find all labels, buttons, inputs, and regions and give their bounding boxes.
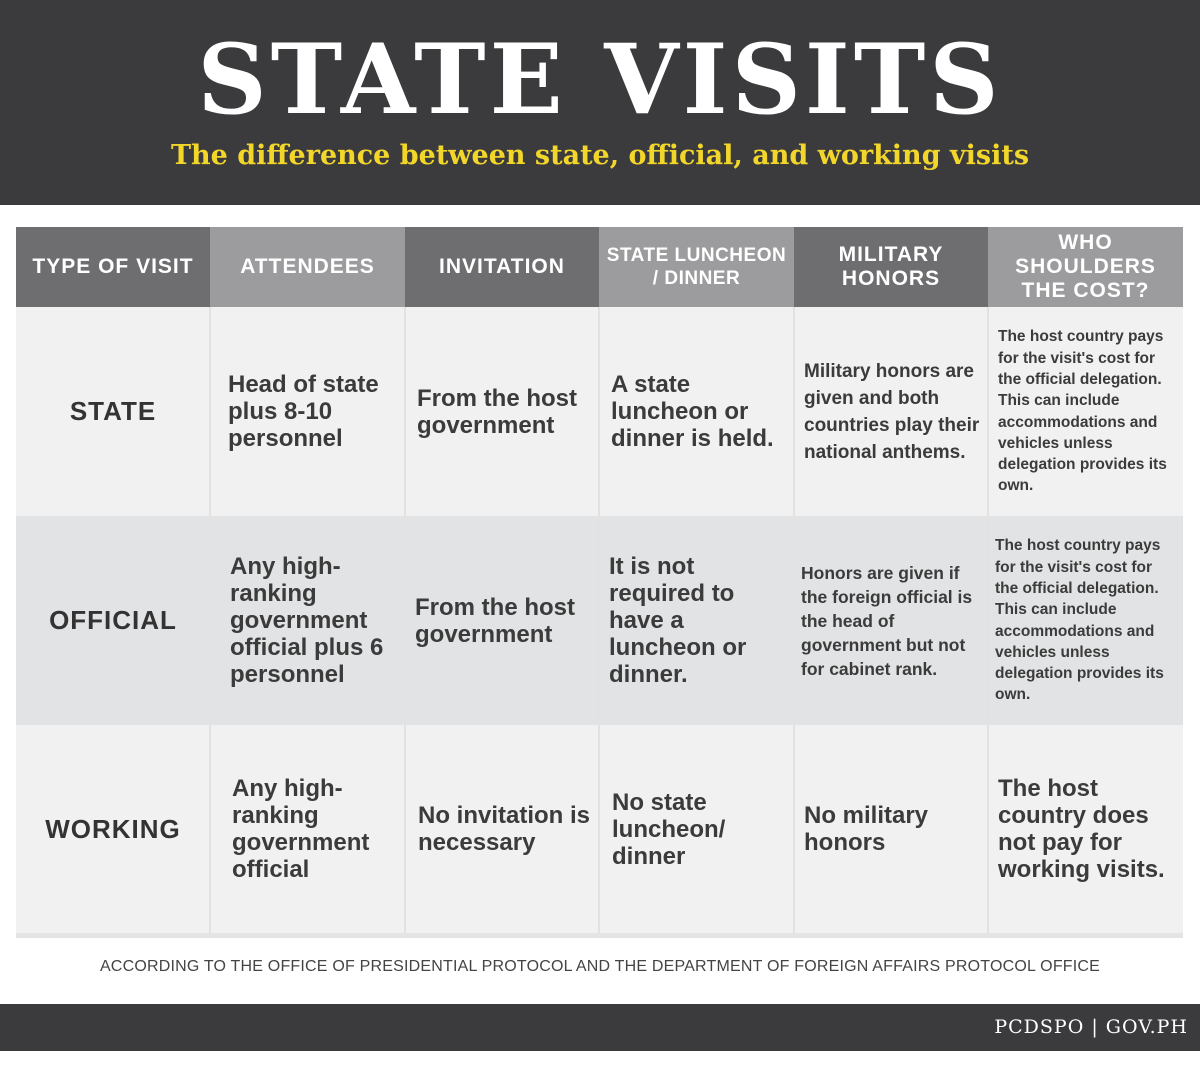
cell-attendees: Any high-ranking government official [232, 775, 370, 883]
cell-cost: The host country pays for the visit's cost for the official delegation. This can include accommodations and vehicles unless delegation provides its own. [995, 537, 1164, 704]
column-header-invitation: INVITATION [405, 227, 599, 307]
cell-invitation: No invitation is necessary [418, 802, 591, 856]
table-bottom-border [16, 933, 1183, 938]
column-header-attendees: ATTENDEES [210, 227, 405, 307]
cell-honors: No military honors [804, 802, 929, 856]
footer-bar [0, 1004, 1200, 1051]
cell-type: WORKING [45, 813, 181, 844]
column-divider [209, 307, 211, 933]
cell-cost: The host country does not pay for working visits. [998, 775, 1165, 883]
cell-cost: The host country pays for the visit's cost for the official delegation. This can include accommodations and vehicles unless delegation provides its own. [998, 328, 1167, 495]
column-divider [404, 307, 406, 933]
footer-credit: PCDSPO | GOV.PH [994, 1016, 1188, 1038]
column-header-honors: MILITARY HONORS [794, 227, 988, 307]
page-title: STATE VISITS [197, 23, 1003, 136]
column-header-cost: WHO SHOULDERS THE COST? [988, 227, 1183, 307]
cell-attendees: Head of state plus 8-10 personnel [228, 371, 379, 452]
cell-attendees: Any high-ranking government official plus 6 personnel [230, 553, 384, 688]
page-subtitle: The difference between state, official, and working visits [170, 140, 1030, 171]
cell-luncheon: A state luncheon or dinner is held. [611, 371, 774, 452]
source-note: ACCORDING TO THE OFFICE OF PRESIDENTIAL PROTOCOL AND THE DEPARTMENT OF FOREIGN AFFAIRS PROTOCOL OFFICE [99, 958, 1101, 975]
column-divider [793, 307, 795, 933]
cell-luncheon: No state luncheon/ dinner [612, 788, 726, 870]
column-header-luncheon: STATE LUNCHEON / DINNER [599, 227, 794, 307]
cell-luncheon: It is not required to have a luncheon or dinner. [609, 553, 747, 688]
cell-type: OFFICIAL [49, 605, 177, 635]
column-header-type: TYPE OF VISIT [16, 227, 210, 307]
cell-type: STATE [69, 396, 157, 426]
comparison-table [16, 227, 1183, 938]
cell-honors: Military honors are given and both countries play their national anthems. [804, 360, 980, 463]
cell-invitation: From the host government [417, 384, 577, 439]
column-divider [987, 307, 989, 933]
cell-honors: Honors are given if the foreign official is the head of government but not for cabinet rank. [801, 562, 973, 679]
column-divider [598, 307, 600, 933]
cell-invitation: From the host government [415, 593, 575, 648]
header-banner [0, 0, 1200, 205]
